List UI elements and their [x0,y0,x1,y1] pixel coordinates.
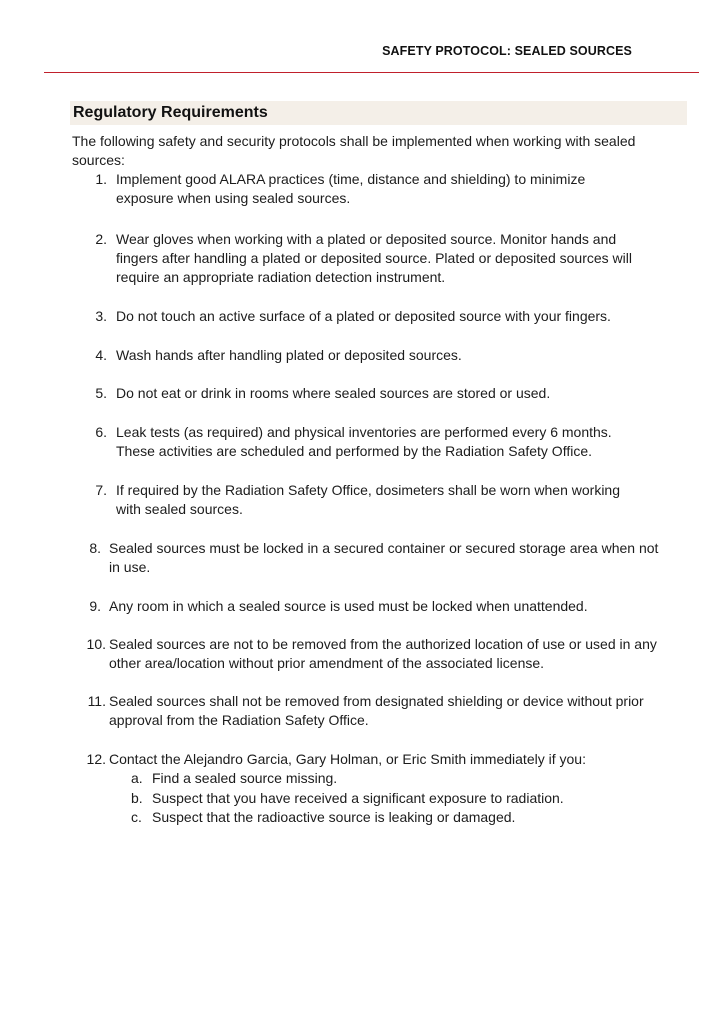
list-item-number: 6. [95,424,107,440]
list-item-number: 10. [86,636,106,652]
sub-list-item-letter: c. [131,809,142,825]
list-item-text: Sealed sources must be locked in a secured container or secured storage area when not in use. [109,540,659,575]
list-item-text: Sealed sources shall not be removed from designated shielding or device without prior approval from the Radiation Safety Office. [109,693,644,728]
list-item-text: If required by the Radiation Safety Office, dosimeters shall be worn when working with sealed sources. [116,482,620,517]
list-item-number: 2. [95,231,107,247]
list-item-number: 1. [95,171,107,187]
sub-list-item-text: Suspect that you have received a significant exposure to radiation. [152,790,564,806]
list-item-text: Any room in which a sealed source is used must be locked when unattended. [109,598,588,614]
page-header-title: SAFETY PROTOCOL: SEALED SOURCES [382,44,632,58]
list-item-number: 11. [87,693,106,709]
sub-list-item-letter: b. [131,790,143,806]
list-item-text: Do not eat or drink in rooms where sealed sources are stored or used. [116,385,551,401]
sub-list-item-text: Find a sealed source missing. [152,770,338,786]
list-item-number: 12. [86,751,106,767]
list-item-text: Wear gloves when working with a plated or deposited source. Monitor hands and fingers after handling a plated or deposited source. Plated or deposited sources will require an appropriate radiation detection instrument. [116,231,632,285]
list-item-text: Wash hands after handling plated or deposited sources. [116,347,462,363]
list-item-number: 8. [89,540,101,556]
header-divider [44,72,699,73]
section-heading: Regulatory Requirements [70,101,687,125]
list-item-text: Contact the Alejandro Garcia, Gary Holman, or Eric Smith immediately if you: [109,751,586,767]
sub-list-item-letter: a. [131,770,143,786]
sub-list-item-text: Suspect that the radioactive source is leaking or damaged. [152,809,516,825]
list-item-number: 3. [95,308,107,324]
list-item-number: 9. [89,598,101,614]
list-item-number: 5. [95,385,107,401]
intro-paragraph: The following safety and security protocols shall be implemented when working with sealed sources: [72,133,636,168]
list-item-text: Implement good ALARA practices (time, distance and shielding) to minimize exposure when using sealed sources. [116,171,586,206]
list-item-number: 7. [95,482,107,498]
list-item-text: Do not touch an active surface of a plated or deposited source with your fingers. [116,308,611,324]
list-item-text: Sealed sources are not to be removed from the authorized location of use or used in any other area/location without prior amendment of the associated license. [109,636,657,671]
list-item-text: Leak tests (as required) and physical inventories are performed every 6 months. These activities are scheduled and performed by the Radiation Safety Office. [116,424,612,459]
list-item-number: 4. [95,347,107,363]
